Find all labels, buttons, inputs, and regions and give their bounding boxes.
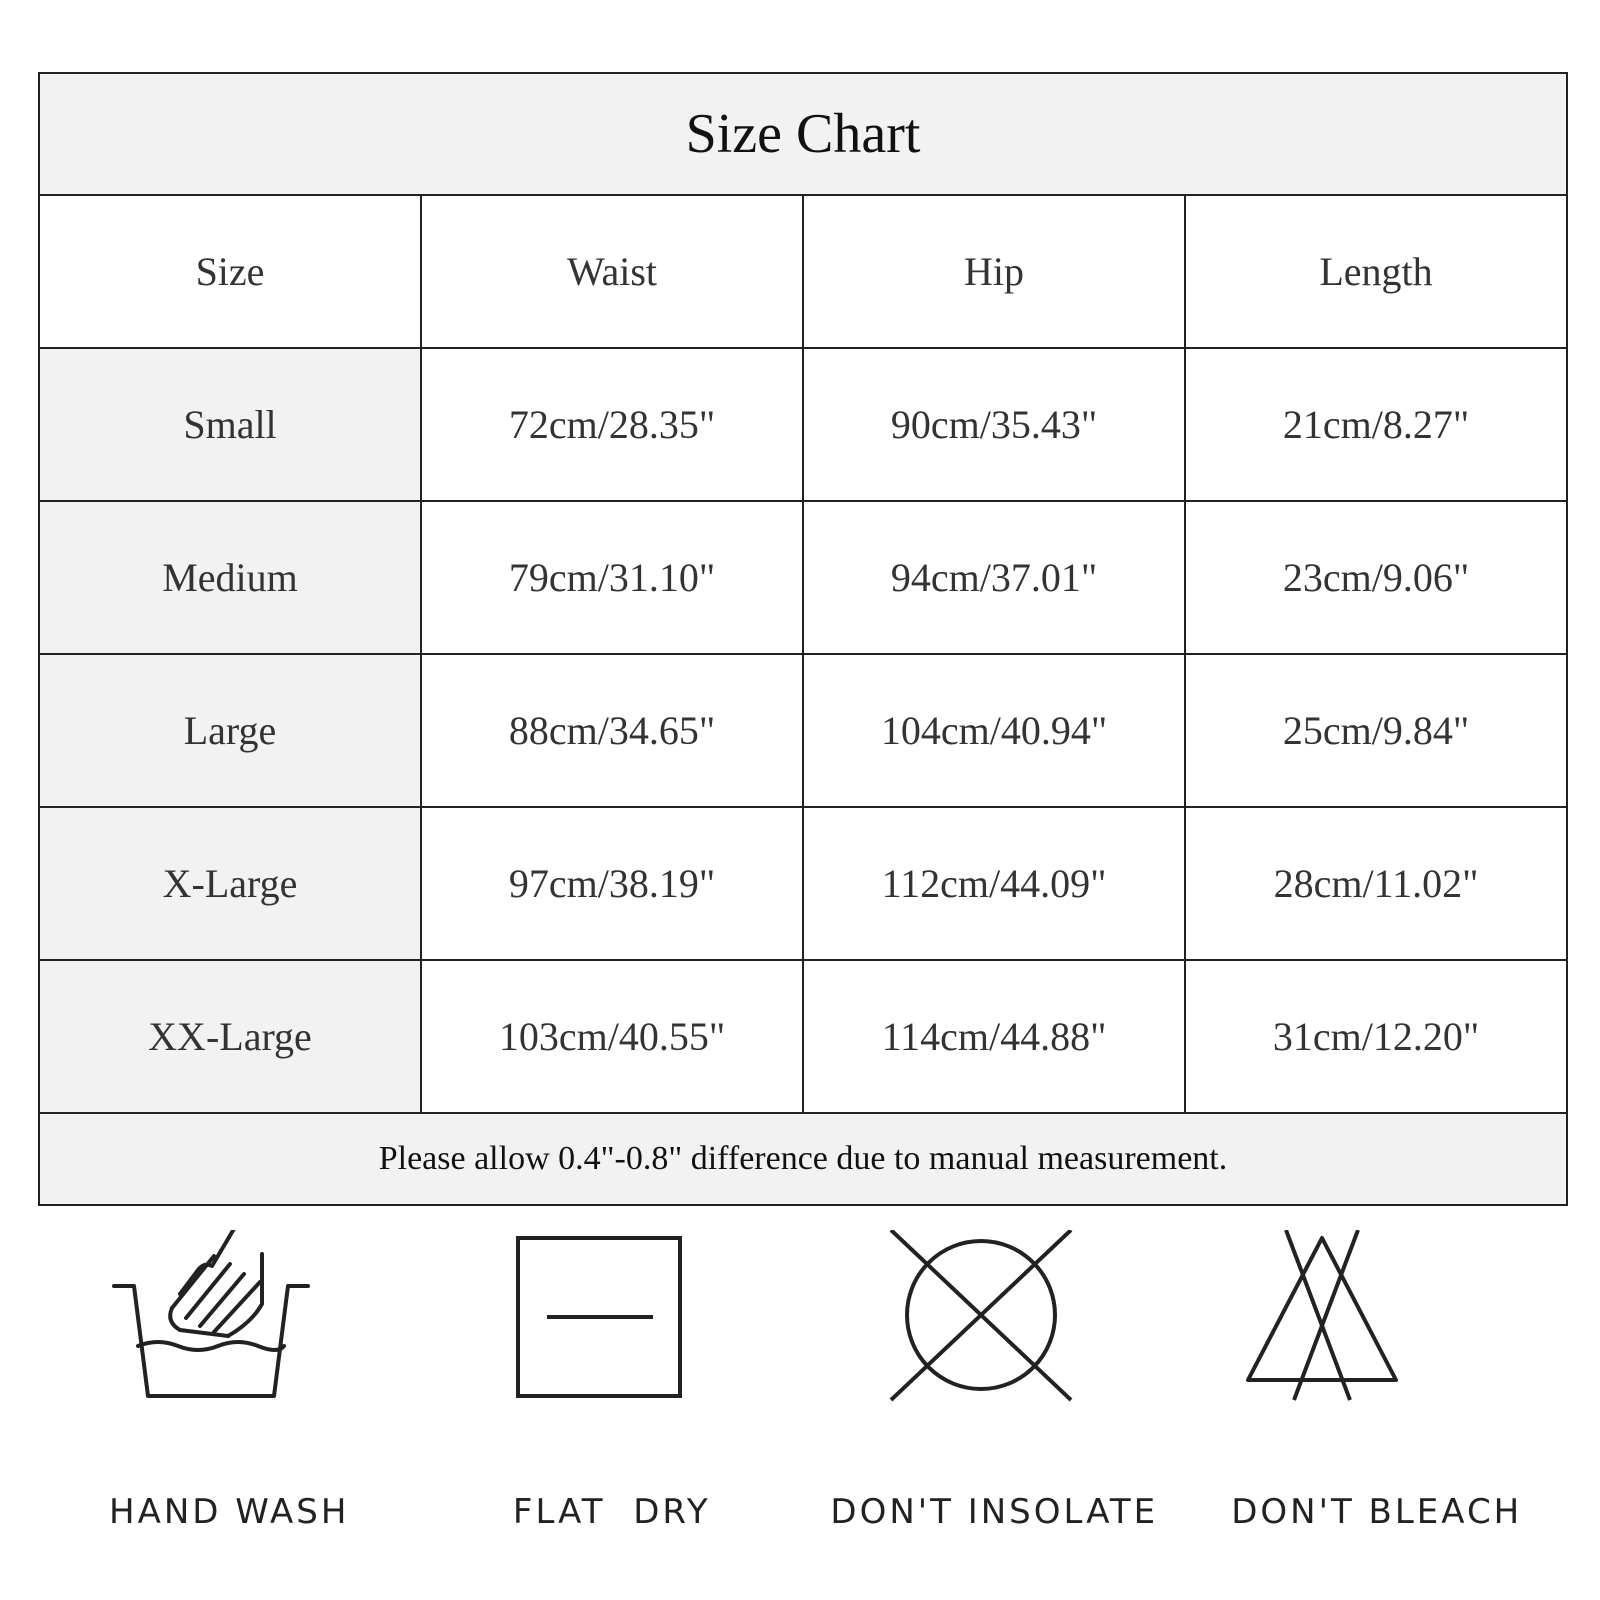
chart-title: Size Chart (39, 73, 1567, 195)
flat-dry-icon (421, 1230, 803, 1490)
size-cell: Large (39, 654, 421, 807)
hip-cell: 90cm/35.43" (803, 348, 1185, 501)
table-row (39, 501, 1567, 654)
size-cell: X-Large (39, 807, 421, 960)
waist-cell: 88cm/34.65" (421, 654, 803, 807)
table-row (39, 960, 1567, 1113)
size-cell: Small (39, 348, 421, 501)
header-row (39, 195, 1567, 348)
column-header-waist: Waist (421, 195, 803, 348)
hip-cell: 112cm/44.09" (803, 807, 1185, 960)
column-header-size: Size (39, 195, 421, 348)
title-row (39, 73, 1567, 195)
note-row (39, 1113, 1567, 1205)
table-row (39, 807, 1567, 960)
care-label-dont-bleach: DON'T BLEACH (1231, 1492, 1523, 1532)
dont-bleach-icon (1186, 1230, 1568, 1490)
measurement-note: Please allow 0.4"-0.8" difference due to manual measurement. (39, 1113, 1567, 1205)
size-chart-table (38, 72, 1568, 1206)
waist-cell: 72cm/28.35" (421, 348, 803, 501)
column-header-hip: Hip (803, 195, 1185, 348)
care-item-dont-bleach (1186, 1230, 1569, 1570)
length-cell: 21cm/8.27" (1185, 348, 1567, 501)
table-row (39, 654, 1567, 807)
length-cell: 23cm/9.06" (1185, 501, 1567, 654)
waist-cell: 79cm/31.10" (421, 501, 803, 654)
length-cell: 28cm/11.02" (1185, 807, 1567, 960)
table-row (39, 348, 1567, 501)
waist-cell: 97cm/38.19" (421, 807, 803, 960)
care-instructions (38, 1230, 1568, 1570)
length-cell: 25cm/9.84" (1185, 654, 1567, 807)
dont-insolate-icon (803, 1230, 1185, 1490)
hip-cell: 104cm/40.94" (803, 654, 1185, 807)
care-item-flat-dry (421, 1230, 804, 1570)
hand-wash-icon (38, 1230, 420, 1490)
length-cell: 31cm/12.20" (1185, 960, 1567, 1113)
care-item-hand-wash (38, 1230, 421, 1570)
hip-cell: 94cm/37.01" (803, 501, 1185, 654)
care-item-dont-insolate (803, 1230, 1186, 1570)
care-label-hand-wash: HAND WASH (109, 1492, 350, 1532)
size-cell: Medium (39, 501, 421, 654)
column-header-length: Length (1185, 195, 1567, 348)
care-label-dont-insolate: DON'T INSOLATE (830, 1492, 1159, 1532)
size-cell: XX-Large (39, 960, 421, 1113)
care-label-flat-dry: FLAT DRY (512, 1492, 711, 1532)
waist-cell: 103cm/40.55" (421, 960, 803, 1113)
hip-cell: 114cm/44.88" (803, 960, 1185, 1113)
